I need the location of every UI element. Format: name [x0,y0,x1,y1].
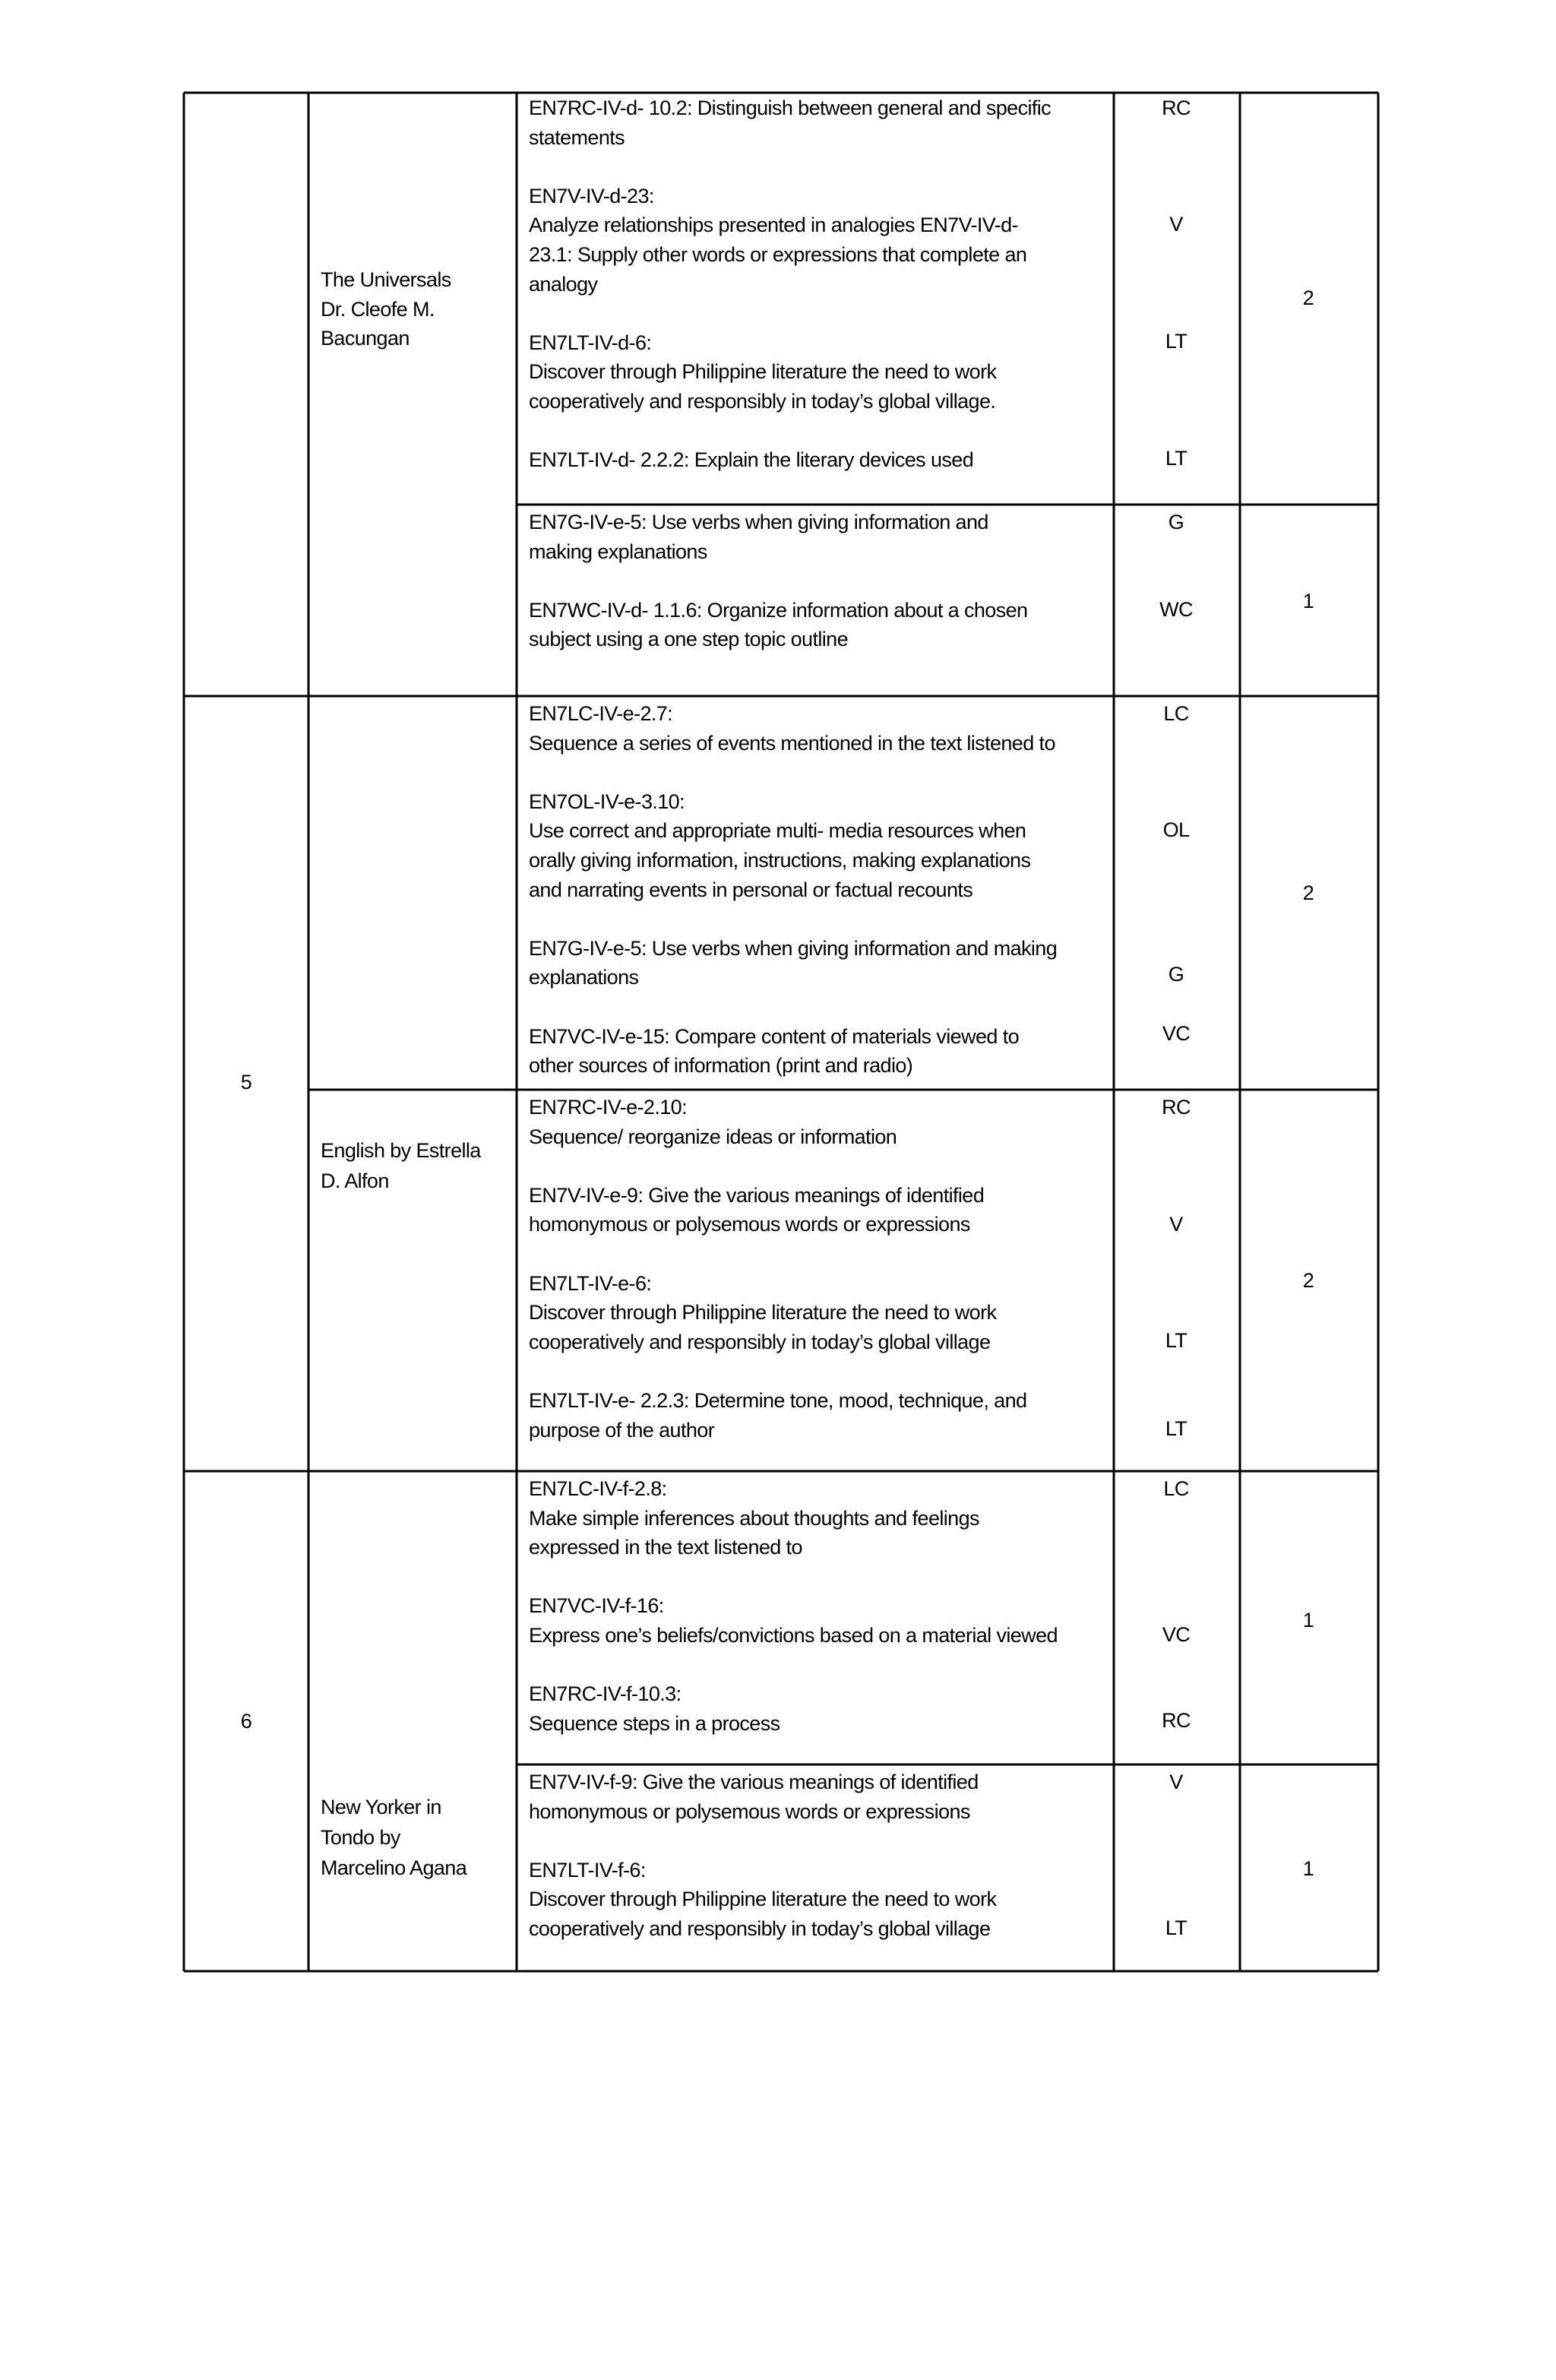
competency-line: EN7VC-IV-e-15: Compare content of materials viewed to [529,1024,1020,1048]
competency-line: expressed in the text listened to [529,1536,802,1559]
competency-line: subject using a one step topic outline [529,628,848,651]
competency-line: EN7V-IV-f-9: Give the various meanings of identified [529,1771,979,1793]
domain-code: V [1169,213,1183,236]
days-count: 1 [1302,1857,1314,1880]
domain-code: G [1168,963,1184,986]
competency-line: EN7G-IV-e-5: Use verbs when giving information and making [529,936,1058,960]
competency-line: EN7LT-IV-d-6: [529,331,652,354]
competency-line: EN7LT-IV-d- 2.2.2: Explain the literary devices used [529,448,974,472]
competency-line: EN7LC-IV-f-2.8: [529,1477,667,1500]
lesson-title-line: New Yorker in [321,1796,441,1818]
competency-line: EN7VC-IV-f-16: [529,1594,664,1618]
domain-code: WC [1159,598,1193,621]
competency-line: EN7G-IV-e-5: Use verbs when giving information and [529,511,988,533]
competency-line: statements [529,125,625,149]
lesson-title-line: Dr. Cleofe M. [321,297,435,321]
competency-line: other sources of information (print and radio) [529,1054,913,1078]
competency-line: Use correct and appropriate multi- media resources when [529,819,1026,843]
competency-line: cooperatively and responsibly in today’s global village. [529,390,996,413]
domain-code: LT [1165,1417,1188,1440]
week-number: 5 [240,1071,252,1093]
competency-line: Sequence/ reorganize ideas or information [529,1125,897,1148]
competency-line: cooperatively and responsibly in today’s global village [529,1330,991,1353]
domain-code: LT [1165,447,1188,470]
domain-code: VC [1162,1022,1191,1045]
competency-line: EN7RC-IV-f-10.3: [529,1682,682,1706]
domain-code: OL [1162,818,1190,841]
competency-line: Discover through Philippine literature the need to work [529,1888,997,1911]
competency-line: analogy [529,272,598,296]
lesson-title-line: D. Alfon [321,1169,389,1192]
competency-line: purpose of the author [529,1418,715,1442]
days-count: 1 [1302,1609,1314,1632]
days-count: 2 [1302,881,1314,904]
competency-line: EN7V-IV-d-23: [529,184,654,207]
competency-line: homonymous or polysemous words or expressions [529,1213,970,1236]
competency-line: Sequence a series of events mentioned in the text listened to [529,731,1055,755]
competency-line: EN7V-IV-e-9: Give the various meanings of identified [529,1183,985,1207]
domain-code: LT [1165,1329,1188,1352]
domain-code: G [1168,511,1184,533]
competency-line: and narrating events in personal or factual recounts [529,878,973,901]
competency-line: making explanations [529,540,707,563]
domain-code: LT [1165,1916,1188,1939]
lesson-title-line: English by Estrella [321,1139,481,1162]
lesson-title-line: The Universals [321,268,451,291]
competency-line: Make simple inferences about thoughts and feelings [529,1506,979,1530]
competency-line: Express one’s beliefs/convictions based on a material viewed [529,1624,1058,1647]
competency-line: orally giving information, instructions, making explanations [529,849,1031,872]
competency-line: EN7WC-IV-d- 1.1.6: Organize information about a chosen [529,598,1028,622]
competency-line: EN7OL-IV-e-3.10: [529,790,685,813]
week-number: 6 [240,1710,252,1733]
competency-line: Discover through Philippine literature the need to work [529,1301,997,1325]
domain-code: LT [1165,330,1188,353]
competency-line: Sequence steps in a process [529,1711,780,1735]
days-count: 1 [1302,590,1314,612]
competency-line: EN7RC-IV-d- 10.2: Distinguish between general and specific [529,97,1052,119]
domain-code: V [1169,1771,1183,1793]
domain-code: LC [1163,702,1189,725]
competency-line: homonymous or polysemous words or expressions [529,1799,970,1823]
competency-line: Analyze relationships presented in analogies EN7V-IV-d- [529,214,1018,237]
competency-line: 23.1: Supply other words or expressions that complete an [529,243,1027,266]
competency-line: EN7LT-IV-e- 2.2.3: Determine tone, mood, technique, and [529,1389,1027,1412]
domain-code: V [1169,1213,1183,1236]
competency-line: EN7LC-IV-e-2.7: [529,702,673,725]
days-count: 2 [1302,286,1314,309]
competency-line: explanations [529,966,639,989]
competency-line: EN7LT-IV-e-6: [529,1271,652,1295]
domain-code: RC [1162,1709,1191,1732]
competency-line: EN7LT-IV-f-6: [529,1858,646,1882]
domain-code: LC [1163,1477,1189,1500]
days-count: 2 [1302,1269,1314,1292]
lesson-title-line: Bacungan [321,327,410,350]
domain-code: VC [1162,1623,1191,1646]
competency-line: cooperatively and responsibly in today’s global village [529,1917,991,1940]
competency-line: EN7RC-IV-e-2.10: [529,1096,687,1119]
domain-code: RC [1162,97,1191,119]
competency-line: Discover through Philippine literature the need to work [529,360,997,384]
domain-code: RC [1162,1096,1191,1119]
lesson-title-line: Tondo by [321,1826,400,1849]
lesson-title-line: Marcelino Agana [321,1856,467,1879]
